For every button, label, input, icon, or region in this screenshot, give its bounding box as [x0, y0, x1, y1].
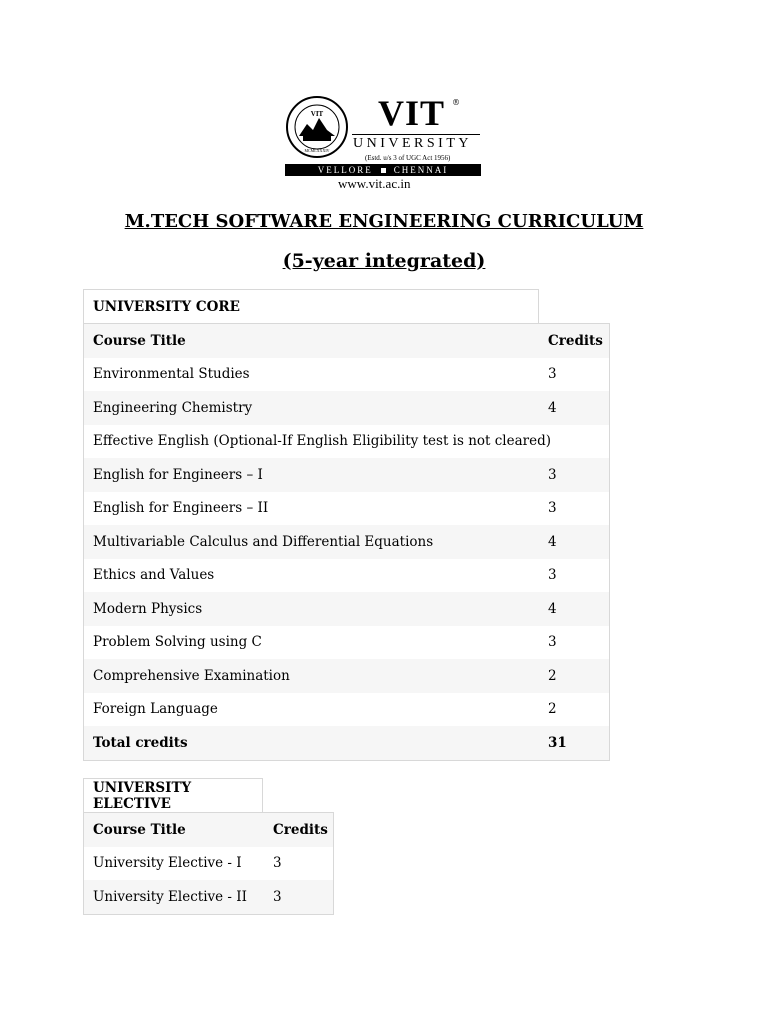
- course-title: Effective English (Optional-If English Eligibility test is not cleared): [93, 433, 552, 450]
- course-title: Foreign Language: [93, 701, 218, 718]
- svg-text:VIT: VIT: [310, 110, 324, 118]
- total-value: 31: [548, 734, 567, 751]
- logo-name: VIT: [378, 93, 446, 133]
- course-credits: 4: [548, 533, 557, 550]
- table-row: [84, 880, 333, 914]
- table-row: [84, 847, 333, 881]
- core-header-row: [84, 324, 609, 358]
- table-row: [84, 358, 609, 392]
- table-row: [84, 693, 609, 727]
- logo-divider: [352, 134, 480, 135]
- table-row: [84, 659, 609, 693]
- course-credits: 3: [548, 466, 557, 483]
- table-row: [84, 458, 609, 492]
- course-title: English for Engineers – I: [93, 466, 263, 483]
- course-credits: 2: [548, 667, 557, 684]
- course-credits: 3: [548, 500, 557, 517]
- course-credits: 3: [548, 567, 557, 584]
- course-title: Environmental Studies: [93, 366, 250, 383]
- course-title: Ethics and Values: [93, 567, 215, 584]
- vit-logo: [283, 94, 485, 194]
- elective-header-row: [84, 813, 333, 847]
- logo-url: www.vit.ac.in: [338, 176, 411, 191]
- core-col-credits: Credits: [548, 332, 603, 349]
- course-title: Problem Solving using C: [93, 634, 262, 651]
- elective-section-heading: UNIVERSITY ELECTIVE: [83, 778, 263, 812]
- course-title: Comprehensive Examination: [93, 667, 290, 684]
- table-row: [84, 626, 609, 660]
- logo-university: UNIVERSITY: [353, 136, 472, 151]
- course-credits: 3: [273, 888, 282, 905]
- elective-table: [83, 812, 334, 915]
- core-total-row: [84, 726, 609, 760]
- course-credits: 4: [548, 600, 557, 617]
- page-title: M.TECH SOFTWARE ENGINEERING CURRICULUM: [124, 211, 644, 232]
- course-title: Engineering Chemistry: [93, 399, 253, 416]
- logo-city-left: VELLORE: [317, 165, 373, 175]
- course-credits: 2: [548, 701, 557, 718]
- course-credits: 4: [548, 399, 557, 416]
- core-col-title: Course Title: [93, 332, 186, 349]
- course-credits: 3: [548, 366, 557, 383]
- core-section-heading: UNIVERSITY CORE: [83, 289, 539, 323]
- elective-col-title: Course Title: [93, 821, 186, 838]
- course-title: University Elective - II: [93, 888, 247, 905]
- logo-estd: (Estd. u/s 3 of UGC Act 1956): [365, 154, 451, 162]
- table-row: [84, 492, 609, 526]
- course-title: English for Engineers – II: [93, 500, 269, 517]
- core-table: [83, 323, 610, 761]
- elective-col-credits: Credits: [273, 821, 328, 838]
- total-label: Total credits: [93, 734, 188, 751]
- table-row: [84, 391, 609, 425]
- logo-city-right: CHENNAI: [393, 165, 449, 175]
- table-row: [84, 592, 609, 626]
- table-row: [84, 559, 609, 593]
- course-title: University Elective - I: [93, 855, 242, 872]
- course-title: Multivariable Calculus and Differential Equations: [93, 533, 434, 550]
- svg-text:MCMLXXXIV: MCMLXXXIV: [304, 148, 330, 153]
- course-credits: 3: [548, 634, 557, 651]
- page-subtitle: (5-year integrated): [282, 250, 486, 272]
- course-credits: 3: [273, 855, 282, 872]
- logo-registered: ®: [452, 98, 460, 107]
- logo-city-band: [285, 164, 481, 176]
- square-icon: [381, 168, 386, 173]
- vit-seal-icon: [285, 96, 349, 158]
- table-row: [84, 425, 609, 459]
- course-title: Modern Physics: [93, 600, 203, 617]
- table-row: [84, 525, 609, 559]
